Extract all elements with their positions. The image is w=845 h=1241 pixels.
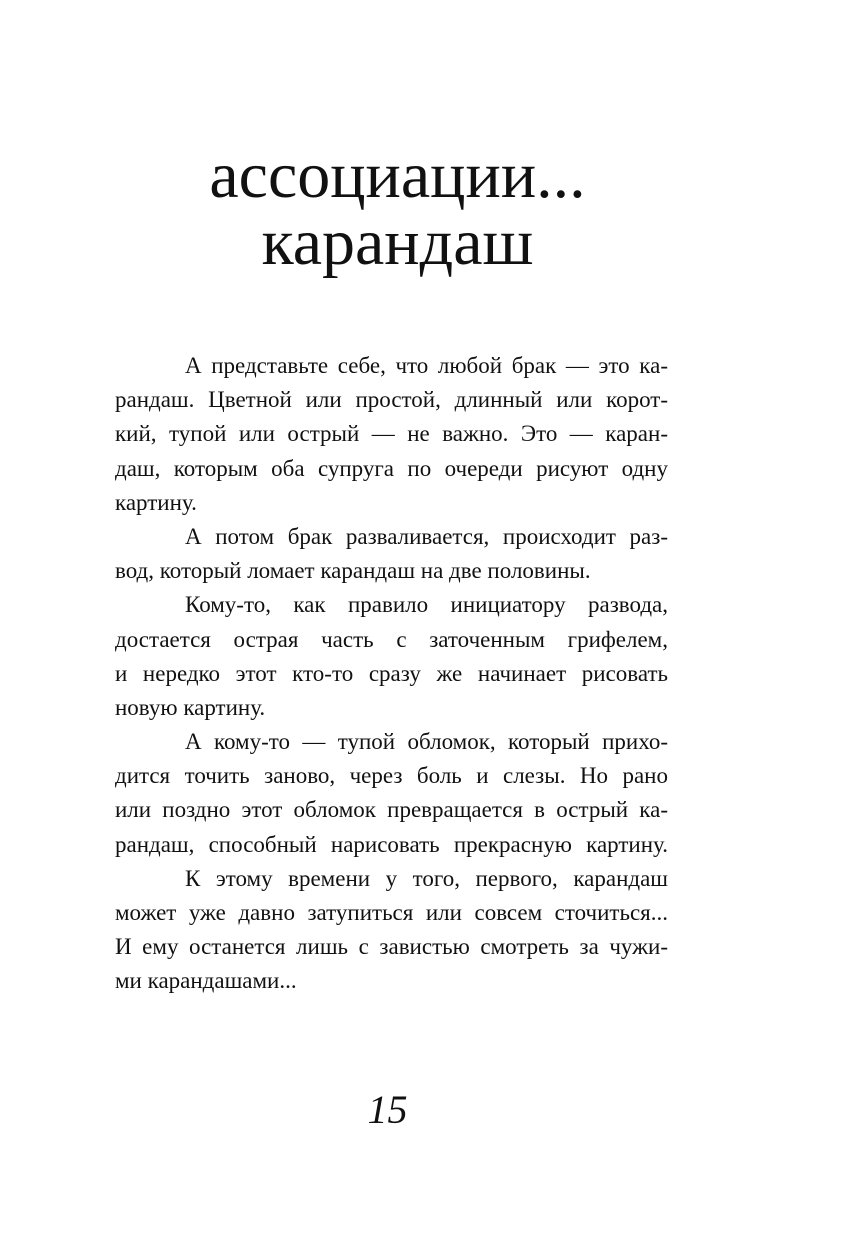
- text-line: Кому-то, как правило инициатору развода,: [185, 592, 668, 618]
- text-line: А кому-то — тупой обломок, который прихо-: [185, 729, 668, 755]
- text-line: или поздно этот обломок превращается в острый ка-: [115, 797, 668, 823]
- text-line: А представьте себе, что любой брак — это ка-: [185, 353, 668, 378]
- text-line: новую картину.: [115, 694, 266, 720]
- text-line: даш, которым оба супруга по очереди рисуют одну: [115, 455, 668, 481]
- chapter-title-line-1: ассоциации...: [209, 139, 586, 212]
- text-line: дится точить заново, через боль и слезы. Но рано: [115, 763, 668, 789]
- text-line: картину.: [115, 489, 197, 515]
- text-line: вод, который ломает карандаш на две половины.: [115, 558, 591, 584]
- text-line: и нередко этот кто-то сразу же начинает рисовать: [115, 660, 668, 686]
- text-line: может уже давно затупиться или совсем сточиться...: [115, 900, 668, 925]
- chapter-title-line-2: карандаш: [261, 206, 534, 279]
- text-line: ми карандашами...: [115, 968, 297, 994]
- text-line: достается острая часть с заточенным грифелем,: [115, 626, 668, 652]
- text-line: кий, тупой или острый — не важно. Это — каран-: [115, 421, 668, 447]
- text-line: К этому времени у того, первого, карандаш: [185, 865, 668, 891]
- page-number: 15: [367, 1087, 408, 1132]
- body-text: [115, 349, 668, 999]
- text-line: рандаш, способный нарисовать прекрасную картину.: [115, 831, 668, 857]
- text-line: А потом брак разваливается, происходит раз-: [185, 523, 668, 549]
- text-line: И ему останется лишь с завистью смотреть за чужи-: [115, 934, 668, 960]
- text-line: рандаш. Цветной или простой, длинный или корот-: [115, 387, 668, 413]
